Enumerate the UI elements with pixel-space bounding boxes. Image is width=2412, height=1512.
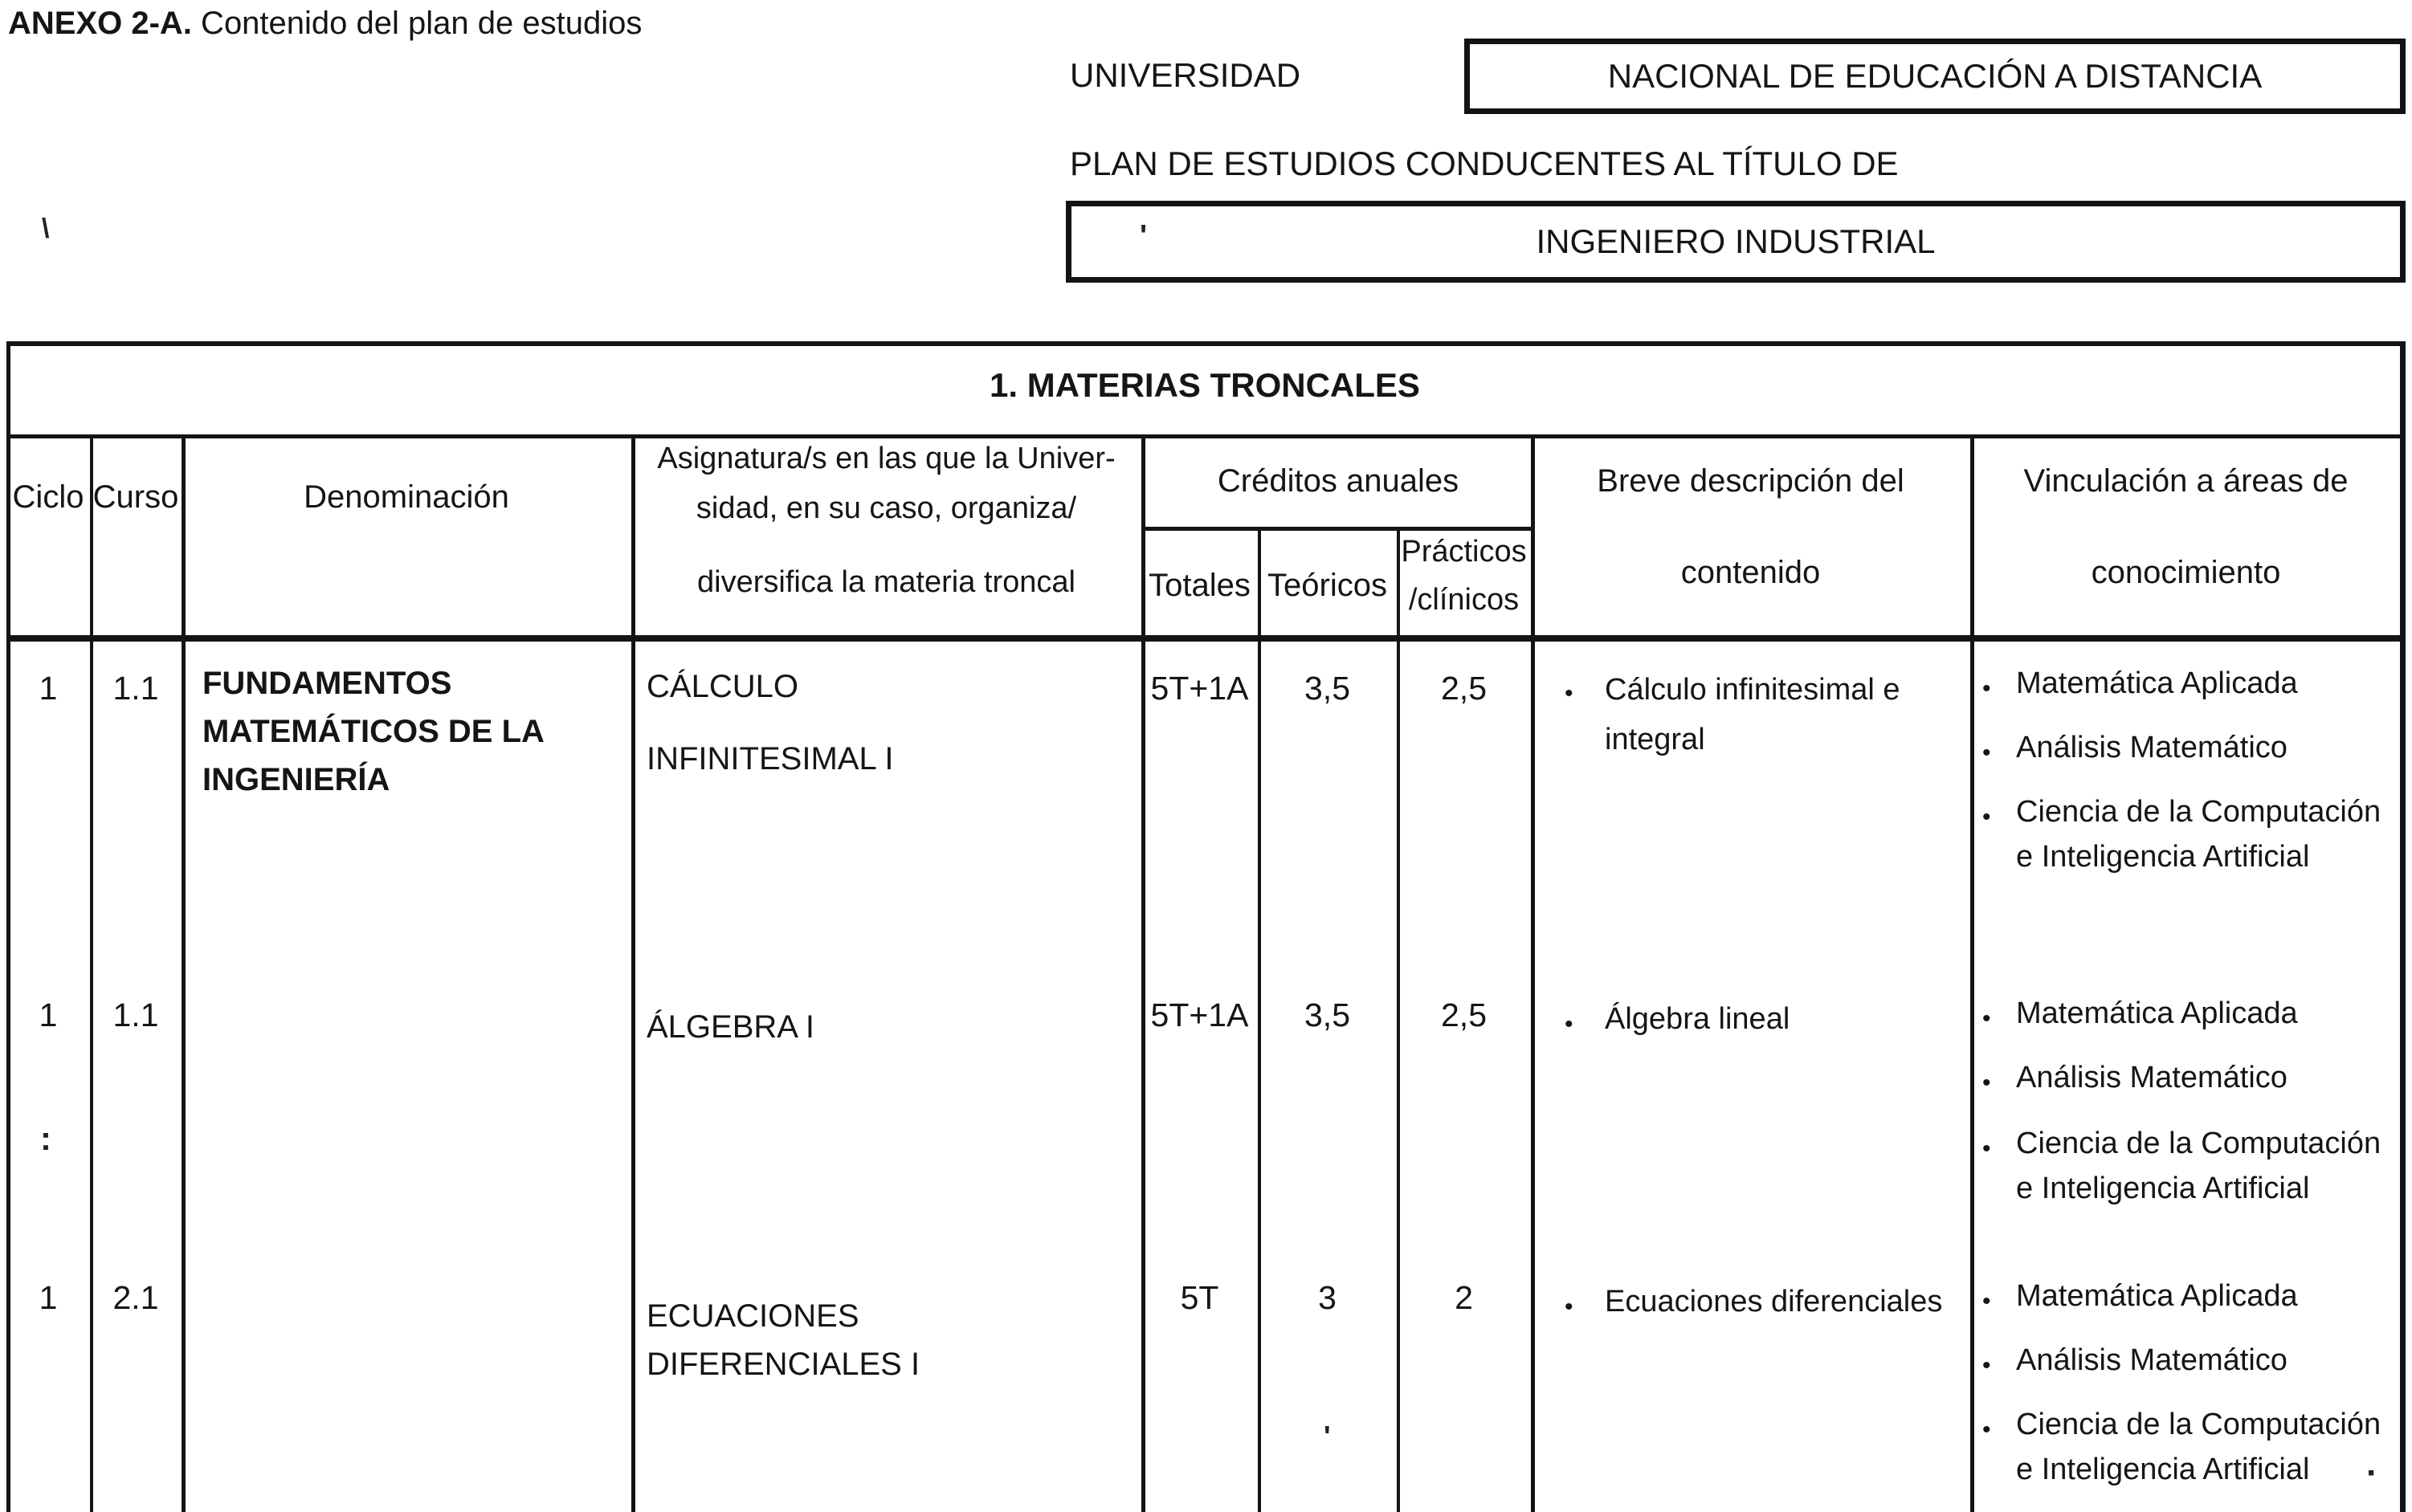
university-label: UNIVERSIDAD bbox=[1070, 56, 1301, 94]
cell-totales: 5T+1A bbox=[1150, 670, 1249, 707]
section-row-divider bbox=[6, 434, 2403, 438]
cell-area-line: e Inteligencia Artificial bbox=[2016, 1172, 2310, 1205]
cell-area-line: Matemática Aplicada bbox=[2016, 1279, 2298, 1313]
cell-area-line: Análisis Matemático bbox=[2016, 731, 2288, 764]
cell-totales: 5T+1A bbox=[1150, 996, 1249, 1033]
col-header-totales: Totales bbox=[1149, 568, 1251, 603]
cell-descripcion-line: Ecuaciones diferenciales bbox=[1605, 1285, 1943, 1318]
header-bottom-divider bbox=[6, 635, 2403, 642]
annex-title bbox=[8, 6, 642, 40]
cell-teoricos: 3,5 bbox=[1304, 996, 1350, 1033]
table-left-border bbox=[6, 341, 10, 1512]
cell-area-line: e Inteligencia Artificial bbox=[2016, 840, 2310, 874]
bullet-icon: • bbox=[1982, 1416, 1991, 1443]
cell-practicos: 2,5 bbox=[1441, 996, 1487, 1033]
col-header-vinculacion-line: Vinculación a áreas de bbox=[2023, 463, 2349, 499]
cell-asignatura-line: ÁLGEBRA I bbox=[647, 1009, 814, 1045]
cell-ciclo: 1 bbox=[39, 1279, 58, 1316]
bullet-icon: • bbox=[1565, 1011, 1573, 1037]
cell-area-line: Análisis Matemático bbox=[2016, 1343, 2288, 1377]
cell-totales: 5T bbox=[1180, 1279, 1219, 1316]
cell-area-line: Análisis Matemático bbox=[2016, 1061, 2288, 1094]
bullet-icon: • bbox=[1982, 1135, 1991, 1162]
cell-ciclo: 1 bbox=[39, 670, 58, 707]
university-name-box bbox=[1464, 39, 2406, 114]
degree-title-box bbox=[1066, 201, 2406, 283]
cell-descripcion-line: integral bbox=[1605, 723, 1705, 756]
scan-artifact: ' bbox=[1324, 1420, 1331, 1453]
col-header-denominacion: Denominación bbox=[304, 479, 509, 515]
section-title: 1. MATERIAS TRONCALES bbox=[990, 366, 1420, 404]
bullet-icon: • bbox=[1565, 1294, 1573, 1320]
cell-area-line: Matemática Aplicada bbox=[2016, 666, 2298, 700]
plan-line: PLAN DE ESTUDIOS CONDUCENTES AL TÍTULO DE bbox=[1070, 145, 1899, 182]
col-header-creditos-anuales: Créditos anuales bbox=[1217, 463, 1459, 499]
cell-practicos: 2 bbox=[1455, 1279, 1473, 1316]
cell-teoricos: 3 bbox=[1318, 1279, 1337, 1316]
cell-practicos: 2,5 bbox=[1441, 670, 1487, 707]
cell-area-line: Ciencia de la Computación bbox=[2016, 1127, 2381, 1160]
col-header-descripcion-line: contenido bbox=[1680, 555, 1821, 590]
scan-artifact: · bbox=[2366, 1453, 2378, 1493]
cell-asignatura-line: DIFERENCIALES I bbox=[647, 1347, 920, 1382]
bullet-icon: • bbox=[1982, 675, 1991, 702]
col-header-teoricos: Teóricos bbox=[1267, 568, 1387, 603]
scan-artifact: \ bbox=[42, 214, 50, 244]
col-header-asignatura-line: diversifica la materia troncal bbox=[697, 565, 1075, 599]
university-name: NACIONAL DE EDUCACIÓN A DISTANCIA bbox=[1607, 57, 2263, 95]
cell-asignatura-line: INFINITESIMAL I bbox=[647, 741, 894, 776]
col-header-asignatura-line: Asignatura/s en las que la Univer- bbox=[657, 442, 1116, 475]
cell-curso: 1.1 bbox=[112, 670, 159, 707]
cell-area-line: Ciencia de la Computación bbox=[2016, 1408, 2381, 1441]
grid-line-practicos-descripcion bbox=[1531, 434, 1535, 1512]
cell-teoricos: 3,5 bbox=[1304, 670, 1350, 707]
cell-denominacion-line: INGENIERÍA bbox=[202, 762, 390, 797]
credits-subheader-divider bbox=[1141, 527, 1535, 531]
annex-title-text: Contenido del plan de estudios bbox=[191, 6, 643, 41]
col-header-curso: Curso bbox=[92, 479, 179, 515]
annex-title-number: ANEXO 2-A. bbox=[8, 6, 192, 41]
degree-title: INGENIERO INDUSTRIAL bbox=[1536, 222, 1936, 260]
bullet-icon: • bbox=[1982, 804, 1991, 830]
col-header-ciclo: Ciclo bbox=[12, 479, 84, 515]
cell-area-line: e Inteligencia Artificial bbox=[2016, 1453, 2310, 1486]
grid-line-curso-denominacion bbox=[182, 434, 186, 1512]
bullet-icon: • bbox=[1982, 1352, 1991, 1379]
cell-descripcion-line: Cálculo infinitesimal e bbox=[1605, 673, 1900, 707]
cell-asignatura-line: CÁLCULO bbox=[647, 669, 798, 704]
table-right-border bbox=[2400, 341, 2406, 1512]
col-header-practicos-line: Prácticos bbox=[1401, 535, 1527, 569]
scan-artifact: ' bbox=[1140, 219, 1148, 253]
col-header-descripcion-line: Breve descripción del bbox=[1597, 463, 1904, 499]
cell-denominacion-line: MATEMÁTICOS DE LA bbox=[202, 714, 545, 749]
grid-line-ciclo-curso bbox=[90, 434, 93, 1512]
bullet-icon: • bbox=[1982, 1070, 1991, 1096]
cell-descripcion-line: Álgebra lineal bbox=[1605, 1002, 1790, 1036]
cell-area-line: Ciencia de la Computación bbox=[2016, 795, 2381, 829]
cell-ciclo: 1 bbox=[39, 996, 58, 1033]
table-top-border bbox=[6, 341, 2403, 346]
grid-line-descripcion-vinculacion bbox=[1970, 434, 1974, 1512]
cell-denominacion-line: FUNDAMENTOS bbox=[202, 666, 452, 701]
cell-curso: 2.1 bbox=[112, 1279, 159, 1316]
cell-curso: 1.1 bbox=[112, 996, 159, 1033]
col-header-practicos-line: /clínicos bbox=[1408, 583, 1520, 617]
scan-artifact: : bbox=[40, 1119, 51, 1157]
bullet-icon: • bbox=[1982, 1005, 1991, 1032]
cell-area-line: Matemática Aplicada bbox=[2016, 996, 2298, 1030]
bullet-icon: • bbox=[1982, 740, 1991, 766]
col-header-asignatura-line: sidad, en su caso, organiza/ bbox=[696, 491, 1077, 525]
cell-asignatura-line: ECUACIONES bbox=[647, 1298, 859, 1334]
bullet-icon: • bbox=[1982, 1288, 1991, 1314]
col-header-vinculacion-line: conocimiento bbox=[2091, 555, 2281, 590]
bullet-icon: • bbox=[1565, 680, 1573, 707]
